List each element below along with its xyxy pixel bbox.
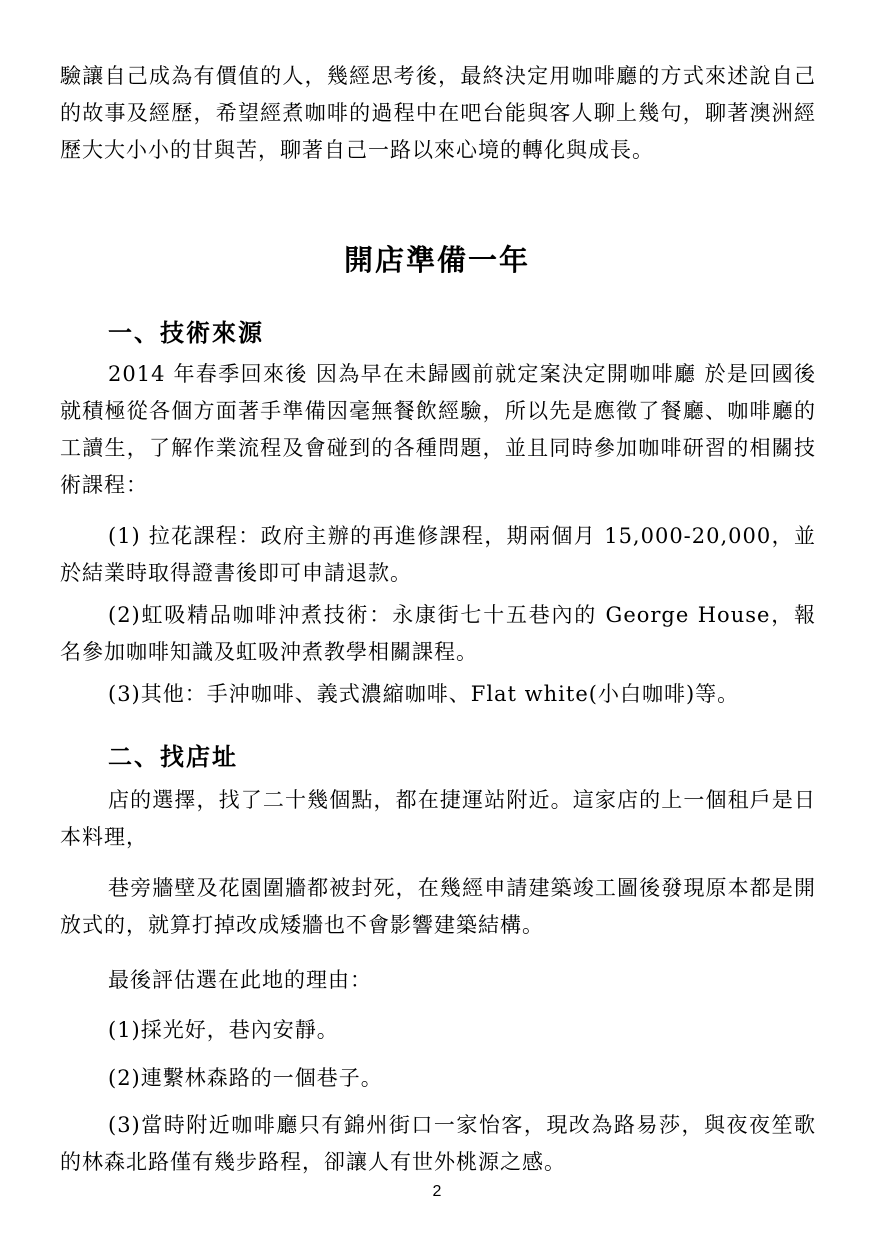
intro-paragraph: 驗讓自己成為有價值的人，幾經思考後，最終決定用咖啡廳的方式來述說自己的故事及經歷，希望經煮咖啡的過程中在吧台能與客人聊上幾句，聊著澳洲經歷大大小小的甘與苦，聊著自己一路以來心境的轉化與成長。 (60, 64, 816, 162)
page-number: 2 (432, 1183, 442, 1200)
section1-item-3: (3)其他：手沖咖啡、義式濃縮咖啡、Flat white(小白咖啡)等。 (108, 682, 740, 706)
section1-item-1: (1) 拉花課程：政府主辦的再進修課程，期兩個月 15,000-20,000，並於結業時取得證書後即可申請退款。 (60, 524, 816, 585)
page-title: 開店準備一年 (343, 243, 530, 277)
section2-item-2: (2)連繫林森路的一個巷子。 (108, 1066, 383, 1090)
section1-item-2: (2)虹吸精品咖啡沖煮技術：永康街七十五巷內的 George House，報名參加咖啡知識及虹吸沖煮教學相關課程。 (60, 603, 816, 664)
section2-paragraph-3: 最後評估選在此地的理由： (108, 968, 372, 992)
section1-heading: 一、技術來源 (108, 318, 264, 347)
section2-paragraph-2: 巷旁牆壁及花園圍牆都被封死，在幾經申請建築竣工圖後發現原本都是開放式的，就算打掉改成矮牆也不會影響建築結構。 (60, 876, 816, 937)
section2-item-1: (1)採光好，巷內安靜。 (108, 1018, 339, 1042)
section2-paragraph-1: 店的選擇，找了二十幾個點，都在捷運站附近。這家店的上一個租戶是日本料理， (60, 788, 816, 849)
section1-paragraph: 2014 年春季回來後 因為早在未歸國前就定案決定開咖啡廳 於是回國後就積極從各個方面著手準備因毫無餐飲經驗，所以先是應徵了餐廳、咖啡廳的工讀生，了解作業流程及會碰到的各種問題，並且同時參加咖啡研習的相關技術課程： (60, 362, 816, 497)
section2-heading: 二、找店址 (108, 742, 238, 771)
section2-item-3: (3)當時附近咖啡廳只有錦州街口一家怡客，現改為路易莎，與夜夜笙歌的林森北路僅有幾步路程，卻讓人有世外桃源之感。 (60, 1113, 816, 1174)
